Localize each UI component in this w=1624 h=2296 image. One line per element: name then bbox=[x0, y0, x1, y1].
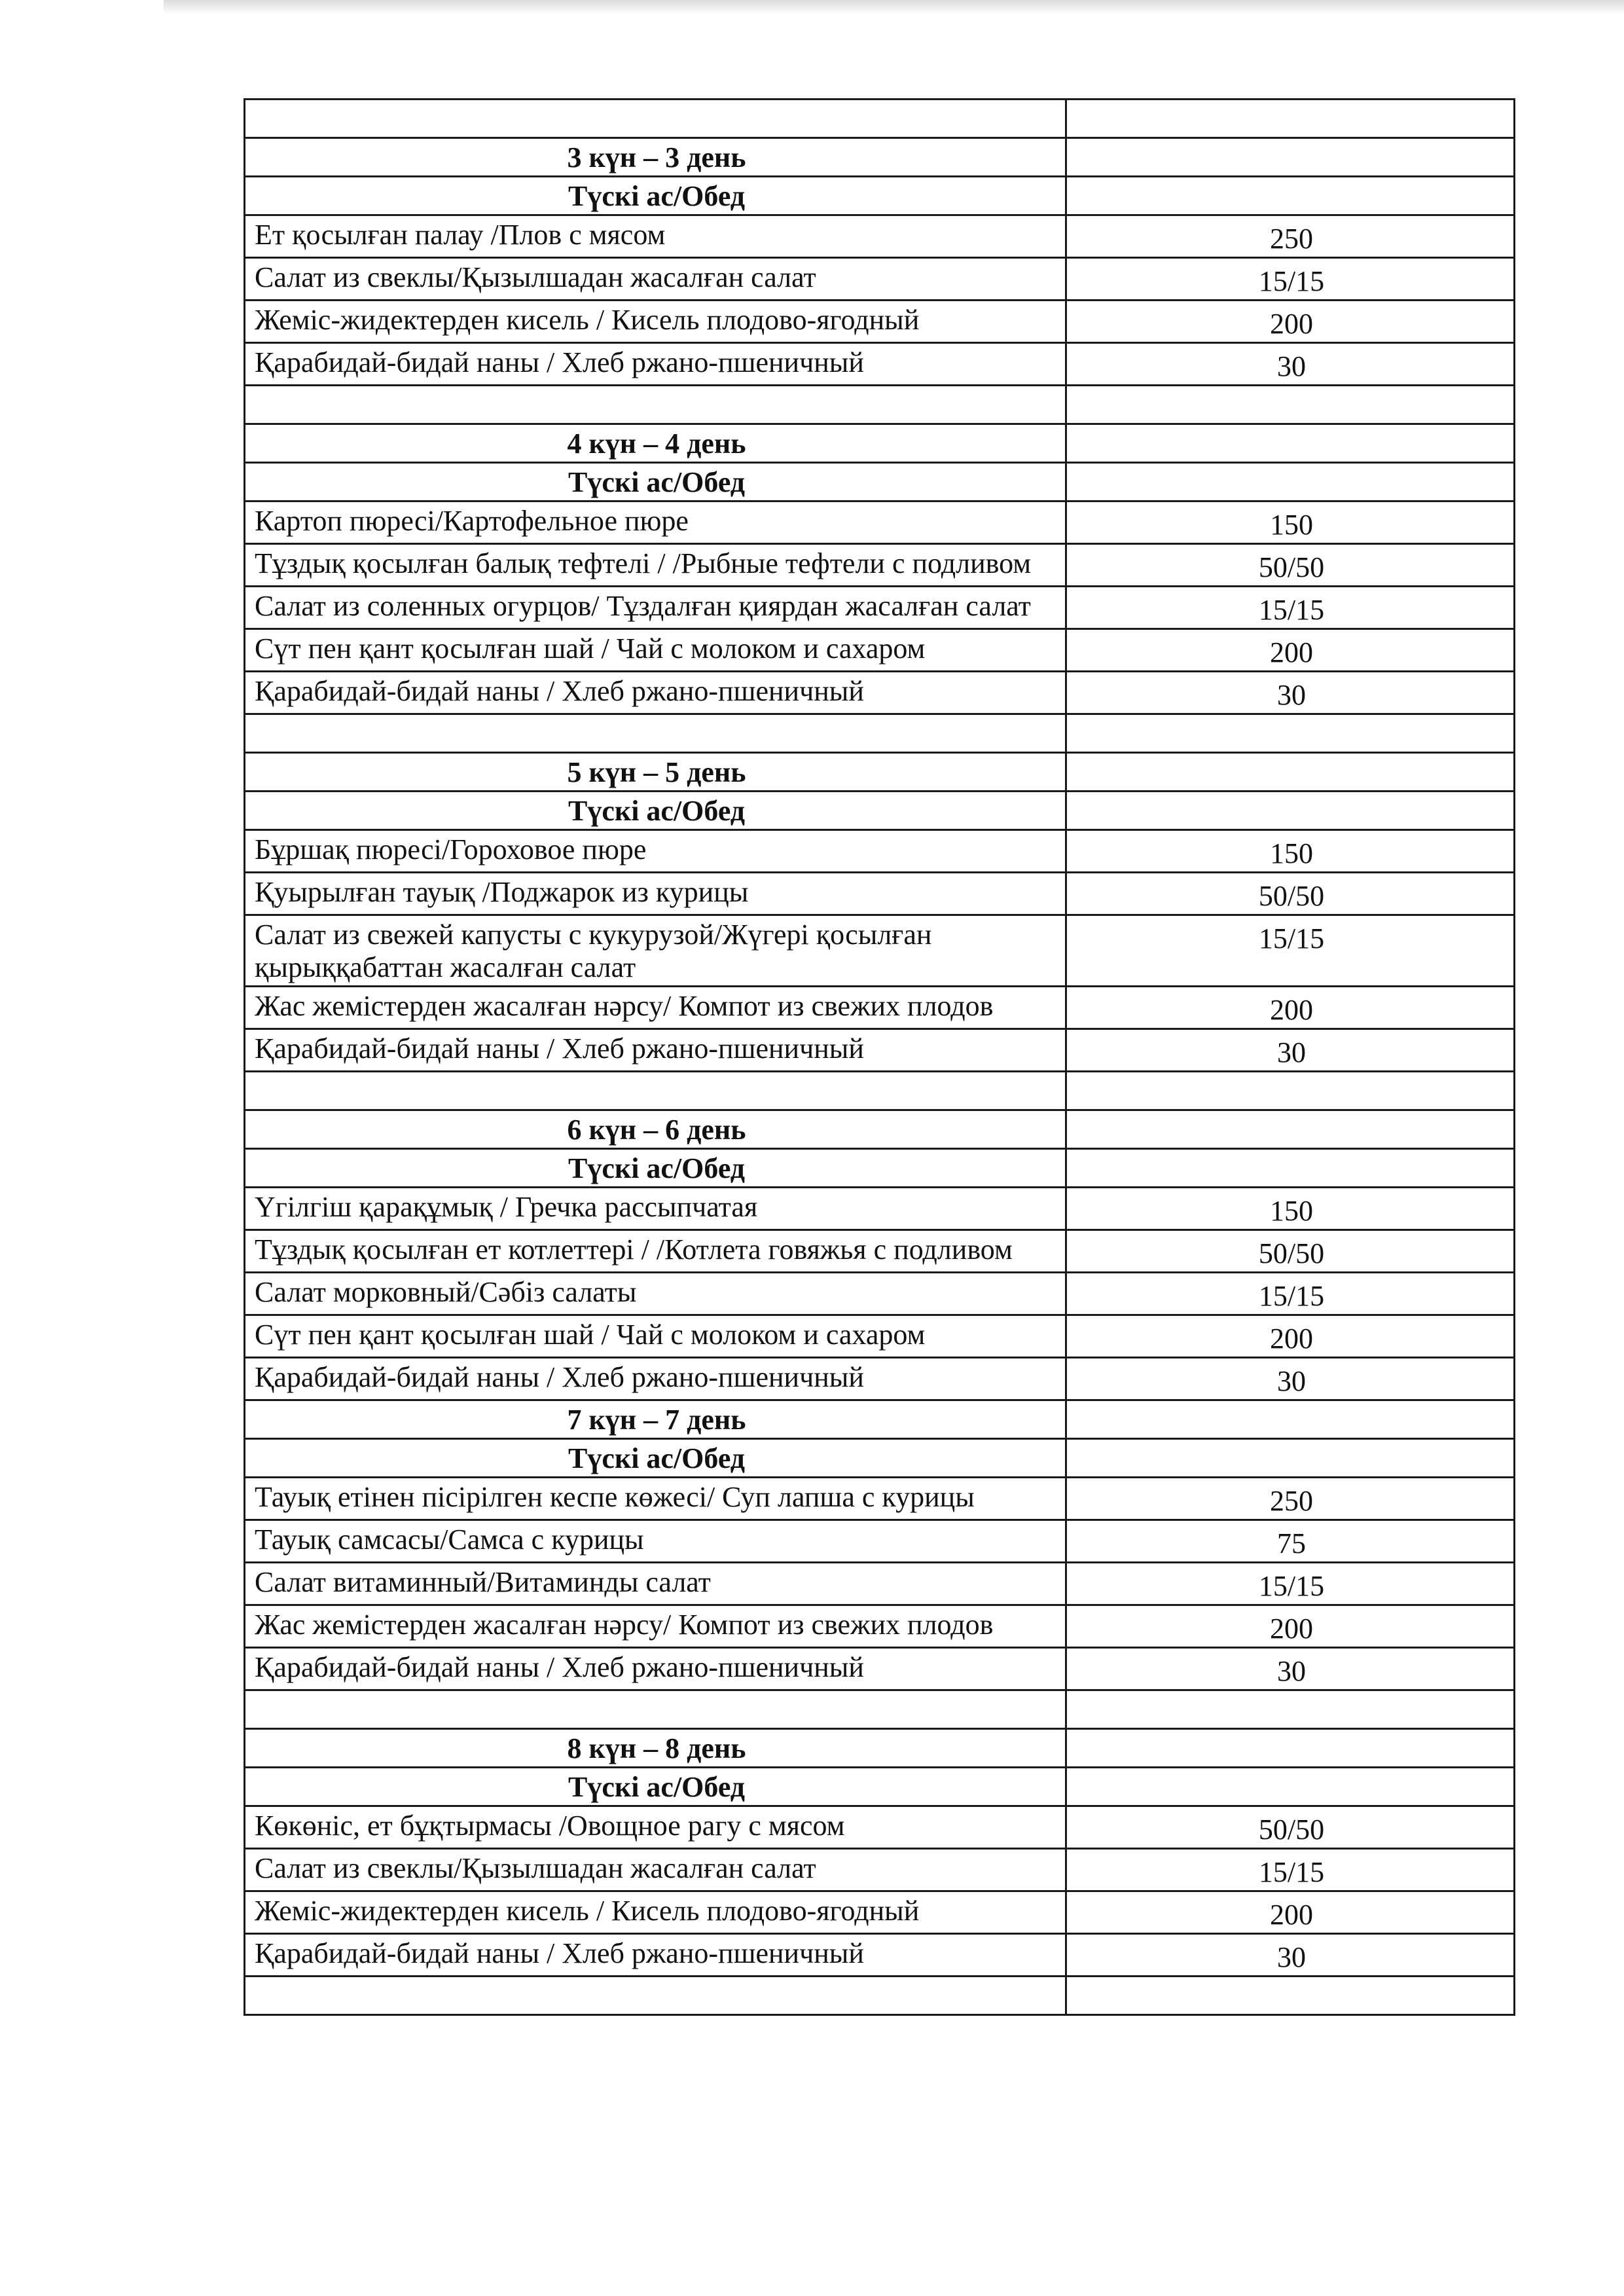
dish-name: Үгілгіш қарақұмық / Гречка рассыпчатая bbox=[245, 1188, 1066, 1230]
dish-quantity: 50/50 bbox=[1066, 1806, 1515, 1849]
table-row bbox=[245, 544, 1515, 587]
dish-name: Картоп пюресі/Картофельное пюре bbox=[245, 501, 1066, 544]
scan-edge bbox=[164, 0, 1624, 14]
meal-header-row bbox=[245, 177, 1515, 215]
table-row bbox=[245, 1648, 1515, 1690]
table-row bbox=[245, 1520, 1515, 1563]
meal-label: Түскі ас/Обед bbox=[245, 463, 1066, 501]
table-row bbox=[245, 343, 1515, 386]
table-row bbox=[245, 1563, 1515, 1605]
meal-label: Түскі ас/Обед bbox=[245, 792, 1066, 830]
day-header-row bbox=[245, 1110, 1515, 1149]
dish-name: Қарабидай-бидай наны / Хлеб ржано-пшеничный bbox=[245, 1648, 1066, 1690]
dish-quantity: 75 bbox=[1066, 1520, 1515, 1563]
dish-quantity: 50/50 bbox=[1066, 873, 1515, 915]
day-label: 5 күн – 5 день bbox=[245, 753, 1066, 792]
dish-quantity: 15/15 bbox=[1066, 587, 1515, 629]
day-label: 3 күн – 3 день bbox=[245, 138, 1066, 177]
meal-header-row bbox=[245, 1768, 1515, 1806]
dish-name: Салат морковный/Сәбіз салаты bbox=[245, 1273, 1066, 1315]
table-row bbox=[245, 1806, 1515, 1849]
day-header-row bbox=[245, 1400, 1515, 1439]
table-row bbox=[245, 587, 1515, 629]
dish-quantity: 15/15 bbox=[1066, 1563, 1515, 1605]
meal-label: Түскі ас/Обед bbox=[245, 1439, 1066, 1478]
meal-label: Түскі ас/Обед bbox=[245, 1768, 1066, 1806]
blank-row bbox=[245, 1977, 1515, 2015]
table-row bbox=[245, 301, 1515, 343]
day-header-row bbox=[245, 424, 1515, 463]
dish-quantity: 30 bbox=[1066, 1934, 1515, 1977]
dish-name: Жас жемістерден жасалған нәрсу/ Компот из свежих плодов bbox=[245, 1605, 1066, 1648]
day-label: 8 күн – 8 день bbox=[245, 1729, 1066, 1768]
table-row bbox=[245, 987, 1515, 1029]
dish-quantity: 50/50 bbox=[1066, 544, 1515, 587]
day-header-row bbox=[245, 138, 1515, 177]
dish-name: Қарабидай-бидай наны / Хлеб ржано-пшеничный bbox=[245, 1934, 1066, 1977]
table-row bbox=[245, 215, 1515, 258]
dish-quantity: 15/15 bbox=[1066, 1849, 1515, 1891]
dish-name: Қарабидай-бидай наны / Хлеб ржано-пшеничный bbox=[245, 672, 1066, 714]
table-row bbox=[245, 1315, 1515, 1358]
table-row bbox=[245, 1849, 1515, 1891]
meal-header-row bbox=[245, 463, 1515, 501]
dish-name: Тауық самсасы/Самса с курицы bbox=[245, 1520, 1066, 1563]
dish-quantity: 30 bbox=[1066, 672, 1515, 714]
dish-quantity: 200 bbox=[1066, 301, 1515, 343]
table-row bbox=[245, 1273, 1515, 1315]
dish-quantity: 250 bbox=[1066, 1478, 1515, 1520]
dish-quantity: 200 bbox=[1066, 987, 1515, 1029]
dish-name: Салат из соленных огурцов/ Тұздалған қиярдан жасалған салат bbox=[245, 587, 1066, 629]
table-row bbox=[245, 873, 1515, 915]
dish-quantity: 200 bbox=[1066, 1315, 1515, 1358]
table-row bbox=[245, 1478, 1515, 1520]
dish-name: Жеміс-жидектерден кисель / Кисель плодово-ягодный bbox=[245, 1891, 1066, 1934]
dish-name: Жас жемістерден жасалған нәрсу/ Компот из свежих плодов bbox=[245, 987, 1066, 1029]
table-row bbox=[245, 915, 1515, 987]
dish-name: Көкөніс, ет бұқтырмасы /Овощное рагу с мясом bbox=[245, 1806, 1066, 1849]
blank-row bbox=[245, 1690, 1515, 1729]
dish-name: Сүт пен қант қосылған шай / Чай с молоком и сахаром bbox=[245, 1315, 1066, 1358]
dish-quantity: 200 bbox=[1066, 1605, 1515, 1648]
day-header-row bbox=[245, 753, 1515, 792]
meal-header-row bbox=[245, 1149, 1515, 1188]
dish-quantity: 250 bbox=[1066, 215, 1515, 258]
table-row bbox=[245, 1188, 1515, 1230]
table-row bbox=[245, 629, 1515, 672]
dish-name: Салат из свеклы/Қызылшадан жасалған салат bbox=[245, 1849, 1066, 1891]
day-label: 6 күн – 6 день bbox=[245, 1110, 1066, 1149]
dish-name: Тұздық қосылған балық тефтелі / /Рыбные тефтели с подливом bbox=[245, 544, 1066, 587]
blank-row bbox=[245, 100, 1515, 138]
dish-quantity: 150 bbox=[1066, 830, 1515, 873]
day-label: 4 күн – 4 день bbox=[245, 424, 1066, 463]
blank-row bbox=[245, 714, 1515, 753]
table-row bbox=[245, 830, 1515, 873]
dish-quantity: 50/50 bbox=[1066, 1230, 1515, 1273]
dish-name: Салат из свеклы/Қызылшадан жасалған салат bbox=[245, 258, 1066, 301]
dish-quantity: 15/15 bbox=[1066, 1273, 1515, 1315]
day-label: 7 күн – 7 день bbox=[245, 1400, 1066, 1439]
blank-row bbox=[245, 1072, 1515, 1110]
dish-name: Жеміс-жидектерден кисель / Кисель плодово-ягодный bbox=[245, 301, 1066, 343]
dish-name: Қарабидай-бидай наны / Хлеб ржано-пшеничный bbox=[245, 1029, 1066, 1072]
meal-header-row bbox=[245, 792, 1515, 830]
dish-quantity: 15/15 bbox=[1066, 915, 1515, 987]
blank-row bbox=[245, 386, 1515, 424]
dish-quantity: 30 bbox=[1066, 1029, 1515, 1072]
dish-name: Қарабидай-бидай наны / Хлеб ржано-пшеничный bbox=[245, 1358, 1066, 1400]
table-row bbox=[245, 1891, 1515, 1934]
dish-name: Тауық етінен пісірілген кеспе көжесі/ Суп лапша с курицы bbox=[245, 1478, 1066, 1520]
dish-quantity: 150 bbox=[1066, 501, 1515, 544]
meal-label: Түскі ас/Обед bbox=[245, 1149, 1066, 1188]
table-row bbox=[245, 501, 1515, 544]
dish-name: Салат из свежей капусты с кукурузой/Жүгері қосылған қырыққабаттан жасалған салат bbox=[245, 915, 1066, 987]
table-row bbox=[245, 1358, 1515, 1400]
dish-quantity: 30 bbox=[1066, 343, 1515, 386]
table-row bbox=[245, 258, 1515, 301]
meal-header-row bbox=[245, 1439, 1515, 1478]
dish-name: Тұздық қосылған ет котлеттері / /Котлета говяжья с подливом bbox=[245, 1230, 1066, 1273]
table-row bbox=[245, 1934, 1515, 1977]
dish-name: Сүт пен қант қосылған шай / Чай с молоком и сахаром bbox=[245, 629, 1066, 672]
menu-table bbox=[244, 98, 1515, 2016]
dish-quantity: 15/15 bbox=[1066, 258, 1515, 301]
table-row bbox=[245, 1605, 1515, 1648]
dish-quantity: 30 bbox=[1066, 1358, 1515, 1400]
dish-quantity: 200 bbox=[1066, 629, 1515, 672]
dish-quantity: 30 bbox=[1066, 1648, 1515, 1690]
dish-name: Салат витаминный/Витаминды салат bbox=[245, 1563, 1066, 1605]
dish-name: Ет қосылған палау /Плов с мясом bbox=[245, 215, 1066, 258]
day-header-row bbox=[245, 1729, 1515, 1768]
table-row bbox=[245, 1029, 1515, 1072]
dish-name: Қарабидай-бидай наны / Хлеб ржано-пшеничный bbox=[245, 343, 1066, 386]
table-row bbox=[245, 672, 1515, 714]
dish-quantity: 200 bbox=[1066, 1891, 1515, 1934]
dish-quantity: 150 bbox=[1066, 1188, 1515, 1230]
meal-label: Түскі ас/Обед bbox=[245, 177, 1066, 215]
dish-name: Қуырылған тауық /Поджарок из курицы bbox=[245, 873, 1066, 915]
table-row bbox=[245, 1230, 1515, 1273]
dish-name: Бұршақ пюресі/Гороховое пюре bbox=[245, 830, 1066, 873]
